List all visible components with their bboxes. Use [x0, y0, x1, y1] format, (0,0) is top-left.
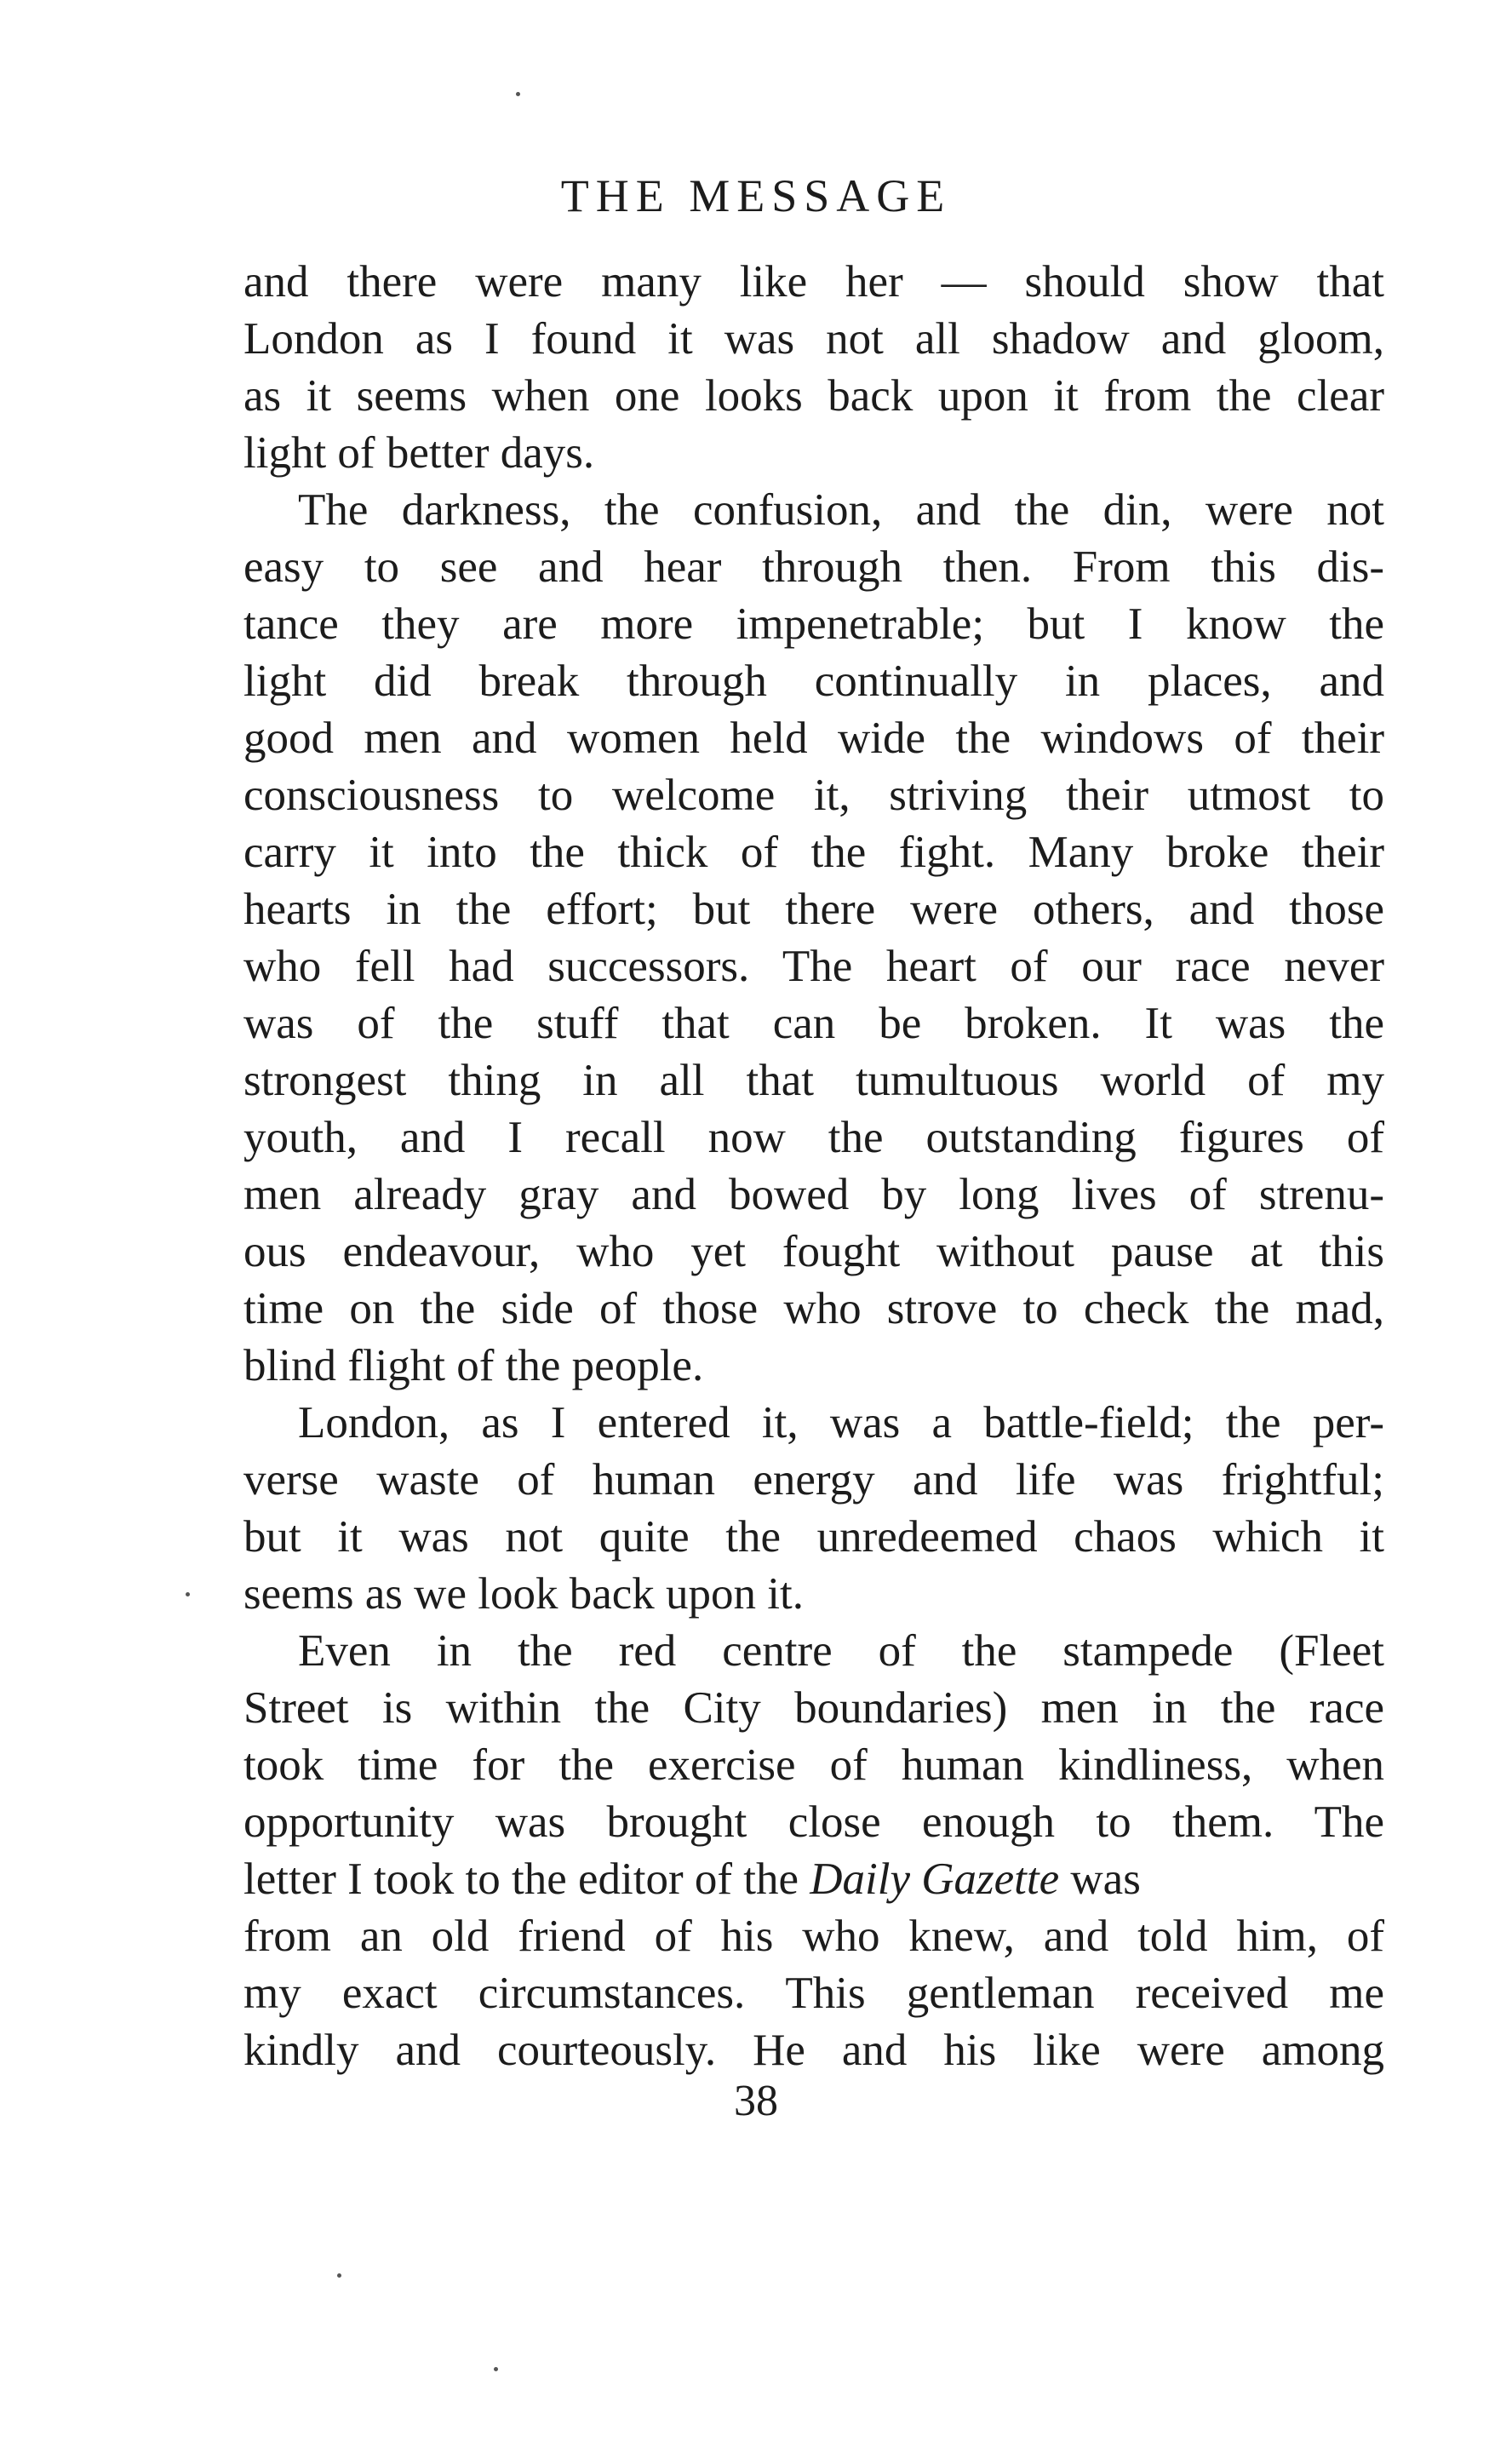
italic-title: Daily Gazette: [810, 1854, 1060, 1904]
text-line: [243, 1623, 1384, 1680]
text-run: Even in the red centre of the stampede (Fleet: [298, 1626, 1384, 1676]
text-line: [243, 1851, 1384, 1908]
paper-speck: [337, 2273, 341, 2278]
text-line: [243, 1566, 1384, 1623]
text-run: consciousness to welcome it, striving their utmost to: [243, 771, 1384, 820]
text-line: [243, 1794, 1384, 1851]
text-run: seems as we look back upon it.: [243, 1569, 804, 1619]
text-line: [243, 425, 1384, 482]
text-line: [243, 1224, 1384, 1281]
text-line: [243, 1109, 1384, 1166]
text-run: The darkness, the confusion, and the din, were not: [298, 485, 1384, 535]
paper-speck: [186, 1592, 190, 1596]
text-line: [243, 1052, 1384, 1109]
text-line: [243, 254, 1384, 311]
text-run: blind flight of the people.: [243, 1341, 704, 1390]
text-line: [243, 710, 1384, 767]
text-run: took time for the exercise of human kindliness, when: [243, 1740, 1384, 1790]
text-run: hearts in the effort; but there were others, and those: [243, 885, 1384, 934]
text-line: [243, 938, 1384, 995]
text-run: was of the stuff that can be broken. It was the: [243, 999, 1384, 1048]
text-run: tance they are more impenetrable; but I know the: [243, 599, 1384, 649]
text-line: [243, 881, 1384, 938]
text-line: [243, 596, 1384, 653]
text-run: time on the side of those who strove to check the mad,: [243, 1284, 1384, 1333]
text-run: and there were many like her — should show that: [243, 257, 1384, 307]
text-run: as it seems when one looks back upon it from the clear: [243, 371, 1384, 421]
text-line: [243, 1452, 1384, 1509]
text-line: [243, 824, 1384, 881]
text-line: [243, 1166, 1384, 1224]
text-line: [243, 2022, 1384, 2079]
text-line: [243, 1965, 1384, 2022]
text-run: my exact circumstances. This gentleman received me: [243, 1969, 1384, 2018]
text-line: [243, 482, 1384, 539]
text-run: light did break through continually in places, and: [243, 656, 1384, 706]
text-line: [243, 995, 1384, 1052]
text-line: [243, 1395, 1384, 1452]
text-line: [243, 1338, 1384, 1395]
text-line: [243, 1737, 1384, 1794]
text-line: [243, 1509, 1384, 1566]
text-run: easy to see and hear through then. From this dis-: [243, 542, 1384, 592]
text-run: from an old friend of his who knew, and told him, of: [243, 1912, 1384, 1961]
running-head: THE MESSAGE: [560, 170, 952, 221]
text-line: [243, 539, 1384, 596]
text-run: was: [1059, 1854, 1141, 1904]
text-line: [243, 1281, 1384, 1338]
text-run: carry it into the thick of the fight. Many broke their: [243, 828, 1384, 877]
body-text: [243, 254, 1384, 2079]
text-run: strongest thing in all that tumultuous world of my: [243, 1056, 1384, 1105]
text-line: [243, 1908, 1384, 1965]
text-run: verse waste of human energy and life was frightful;: [243, 1455, 1384, 1505]
text-run: but it was not quite the unredeemed chaos which it: [243, 1512, 1384, 1562]
text-line: [243, 653, 1384, 710]
text-run: Street is within the City boundaries) men in the race: [243, 1683, 1384, 1733]
page-number: 38: [734, 2077, 778, 2125]
paper-speck: [516, 92, 520, 96]
text-run: opportunity was brought close enough to them. The: [243, 1797, 1384, 1847]
text-run: ous endeavour, who yet fought without pause at this: [243, 1227, 1384, 1276]
text-line: [243, 767, 1384, 824]
text-line: [243, 368, 1384, 425]
text-run: good men and women held wide the windows of their: [243, 714, 1384, 763]
text-line: [243, 1680, 1384, 1737]
text-run: London, as I entered it, was a battle-field; the per-: [298, 1398, 1384, 1447]
paper-speck: [494, 2367, 498, 2371]
text-run: letter I took to the editor of the: [243, 1854, 810, 1904]
text-line: [243, 311, 1384, 368]
text-run: men already gray and bowed by long lives of strenu-: [243, 1170, 1384, 1219]
text-run: light of better days.: [243, 428, 595, 478]
text-run: kindly and courteously. He and his like were among: [243, 2026, 1384, 2075]
text-run: who fell had successors. The heart of our race never: [243, 942, 1384, 991]
text-run: youth, and I recall now the outstanding figures of: [243, 1113, 1384, 1162]
text-run: London as I found it was not all shadow and gloom,: [243, 314, 1384, 364]
